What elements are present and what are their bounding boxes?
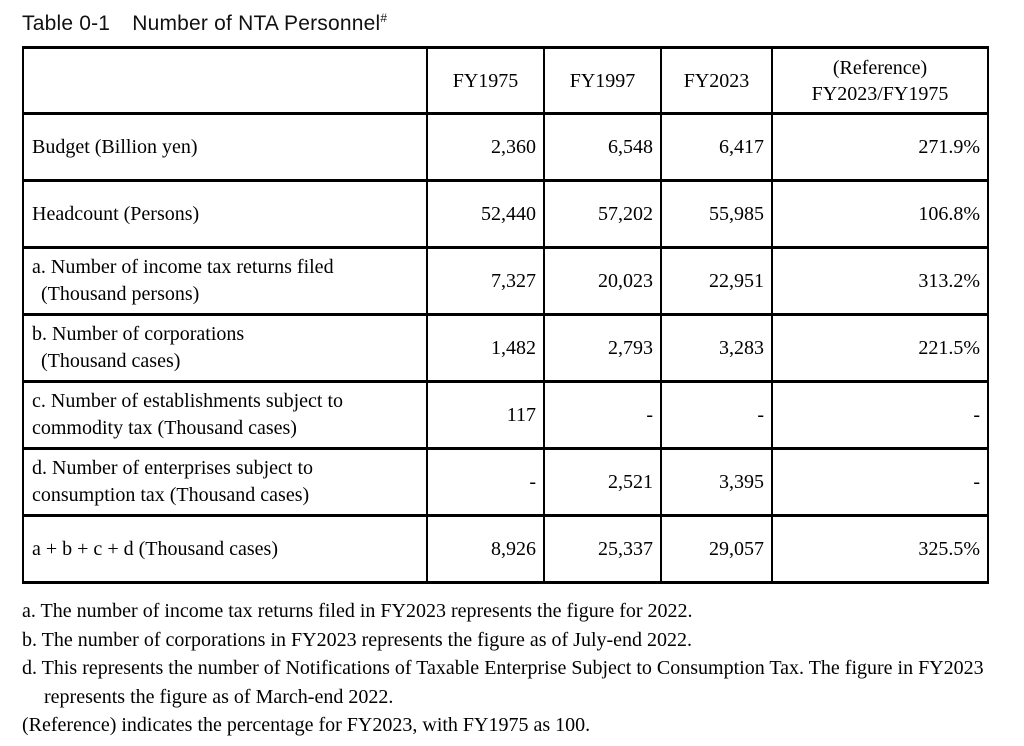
budget-fy1975-value: 2,360 <box>427 114 544 181</box>
commodity-tax-reference-value: - <box>772 382 988 449</box>
header-empty-cell <box>23 48 427 114</box>
corporations-reference-value: 221.5% <box>772 315 988 382</box>
table-title-text: Number of NTA Personnel <box>132 12 381 35</box>
row-label-line2: commodity tax (Thousand cases) <box>32 417 297 439</box>
total-fy2023-value: 29,057 <box>661 516 772 583</box>
row-label-line2: (Thousand cases) <box>41 350 181 372</box>
headcount-fy2023-value: 55,985 <box>661 181 772 248</box>
row-label-line2: (Thousand persons) <box>41 283 200 305</box>
headcount-reference-value: 106.8% <box>772 181 988 248</box>
row-label-corporations <box>23 315 427 382</box>
consumption-tax-fy1997-value: 2,521 <box>544 449 661 516</box>
row-label-line1: c. Number of establishments subject to <box>32 390 344 412</box>
header-reference-line2: FY2023/FY1975 <box>811 82 949 105</box>
headcount-fy1997-value: 57,202 <box>544 181 661 248</box>
header-fy2023: FY2023 <box>661 48 772 114</box>
budget-fy2023-value: 6,417 <box>661 114 772 181</box>
header-fy1997: FY1997 <box>544 48 661 114</box>
total-fy1975-value: 8,926 <box>427 516 544 583</box>
row-label-line2: consumption tax (Thousand cases) <box>32 484 310 506</box>
footnotes <box>22 597 1022 740</box>
row-label-line1: a. Number of income tax returns filed <box>32 256 334 278</box>
footnote-a: a. The number of income tax returns filed in FY2023 represents the figure for 2022. <box>22 600 693 622</box>
commodity-tax-fy1997-value: - <box>544 382 661 449</box>
row-label-consumption-tax <box>23 449 427 516</box>
table-row-headcount <box>23 181 988 248</box>
footnote-d-line1: d. This represents the number of Notifications of Taxable Enterprise Subject to Consumption Tax. The figure in FY2023 <box>22 657 984 679</box>
nta-personnel-table <box>22 46 989 584</box>
income-tax-reference-value: 313.2% <box>772 248 988 315</box>
budget-reference-value: 271.9% <box>772 114 988 181</box>
row-label-commodity-tax <box>23 382 427 449</box>
corporations-fy1997-value: 2,793 <box>544 315 661 382</box>
row-label-line1: b. Number of corporations <box>32 323 245 345</box>
row-label-budget: Budget (Billion yen) <box>23 114 427 181</box>
table-row-consumption-tax <box>23 449 988 516</box>
table-title-footnote-marker: # <box>380 11 388 25</box>
row-label-headcount: Headcount (Persons) <box>23 181 427 248</box>
table-row-income-tax-returns <box>23 248 988 315</box>
header-fy1975: FY1975 <box>427 48 544 114</box>
corporations-fy1975-value: 1,482 <box>427 315 544 382</box>
table-row-total <box>23 516 988 583</box>
corporations-fy2023-value: 3,283 <box>661 315 772 382</box>
table-title-number: Table 0-1 <box>22 12 111 35</box>
headcount-fy1975-value: 52,440 <box>427 181 544 248</box>
row-label-income-tax-returns <box>23 248 427 315</box>
income-tax-fy2023-value: 22,951 <box>661 248 772 315</box>
table-title <box>22 12 1024 36</box>
consumption-tax-reference-value: - <box>772 449 988 516</box>
table-row-budget <box>23 114 988 181</box>
header-row <box>23 48 988 114</box>
row-label-line1: d. Number of enterprises subject to <box>32 457 314 479</box>
consumption-tax-fy2023-value: 3,395 <box>661 449 772 516</box>
income-tax-fy1975-value: 7,327 <box>427 248 544 315</box>
budget-fy1997-value: 6,548 <box>544 114 661 181</box>
income-tax-fy1997-value: 20,023 <box>544 248 661 315</box>
row-label-total: a + b + c + d (Thousand cases) <box>23 516 427 583</box>
footnote-b: b. The number of corporations in FY2023 represents the figure as of July-end 2022. <box>22 628 693 651</box>
header-reference-line1: (Reference) <box>832 56 928 79</box>
footnote-d-line2: represents the figure as of March-end 2022. <box>44 685 394 708</box>
total-reference-value: 325.5% <box>772 516 988 583</box>
footnote-reference: (Reference) indicates the percentage for FY2023, with FY1975 as 100. <box>22 714 591 736</box>
total-fy1997-value: 25,337 <box>544 516 661 583</box>
table-row-commodity-tax <box>23 382 988 449</box>
header-reference <box>772 48 988 114</box>
table-row-corporations <box>23 315 988 382</box>
commodity-tax-fy2023-value: - <box>661 382 772 449</box>
consumption-tax-fy1975-value: - <box>427 449 544 516</box>
commodity-tax-fy1975-value: 117 <box>427 382 544 449</box>
